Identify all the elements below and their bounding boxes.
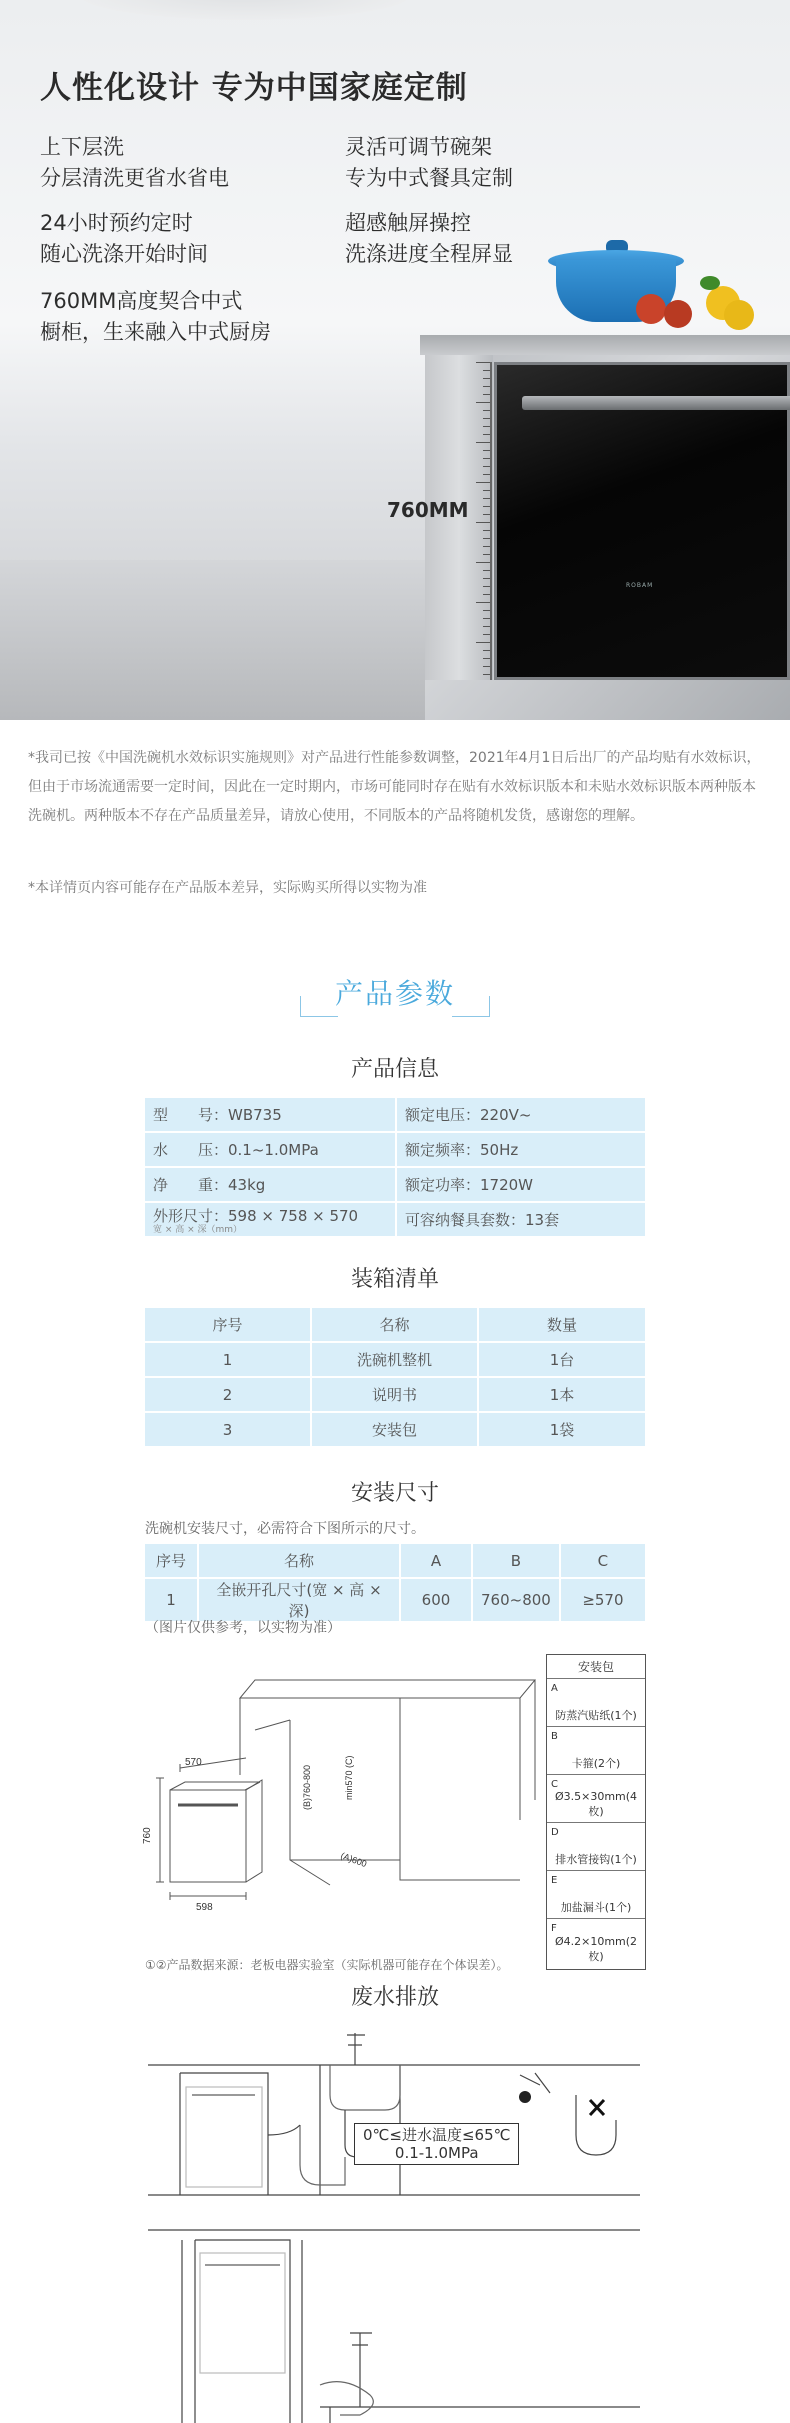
table-cell: 安装包 — [312, 1413, 477, 1446]
table-cell: ≥570 — [561, 1579, 645, 1621]
ruler-tick — [483, 618, 490, 619]
table-row — [145, 1168, 645, 1201]
install-note: （图片仅供参考，以实物为准） — [145, 1620, 341, 1636]
kit-item-letter: B — [551, 1731, 558, 1742]
ruler-tick — [483, 658, 490, 659]
feature-layered-wash — [40, 132, 360, 194]
table-cell: 1本 — [479, 1378, 645, 1411]
ruler-tick — [483, 418, 490, 419]
dimension-value: 外形尺寸：598 × 758 × 570 — [153, 1206, 359, 1225]
ruler-tick — [483, 674, 490, 675]
table-cell: 1台 — [479, 1343, 645, 1376]
table-row — [145, 1203, 645, 1236]
table-row — [145, 1579, 645, 1621]
table-cell — [145, 1203, 395, 1236]
ruler-tick — [483, 426, 490, 427]
drain-spec-box — [354, 2123, 519, 2165]
table-header-row — [145, 1544, 645, 1577]
ruler-tick — [476, 442, 490, 443]
ruler-tick — [476, 402, 490, 403]
feature-line: 随心洗涤开始时间 — [40, 242, 208, 266]
divider — [300, 996, 301, 1016]
install-diagram — [0, 1650, 790, 1980]
ruler-tick — [476, 362, 490, 363]
table-row — [145, 1413, 645, 1446]
table-cell: 3 — [145, 1413, 310, 1446]
feature-adjustable-rack — [345, 132, 665, 194]
table-header-row — [145, 1308, 645, 1341]
kit-item-label: Ø3.5×30mm(4枚) — [554, 1790, 638, 1818]
table-cell: 说明书 — [312, 1378, 477, 1411]
kit-item — [547, 1727, 645, 1775]
ruler-tick — [483, 394, 490, 395]
kit-item-label: 加盐漏斗(1个) — [560, 1901, 632, 1914]
table-header: 序号 — [145, 1308, 310, 1341]
tomato-image — [664, 300, 692, 328]
drain-diagram — [0, 2015, 790, 2423]
ruler-tick — [483, 458, 490, 459]
ruler-tick — [483, 506, 490, 507]
water-temp-spec: 0℃≤进水温度≤65℃ — [363, 2126, 511, 2144]
table-cell: 净 重：43kg — [145, 1168, 395, 1201]
ruler-tick — [483, 474, 490, 475]
kit-item-label: 卡箍(2个) — [571, 1757, 621, 1770]
kit-item — [547, 1679, 645, 1727]
ruler-tick — [483, 626, 490, 627]
packing-list-table — [143, 1306, 647, 1448]
ruler-tick — [483, 650, 490, 651]
kit-item — [547, 1871, 645, 1919]
ruler-tick — [483, 594, 490, 595]
ruler-tick — [483, 490, 490, 491]
table-row — [145, 1133, 645, 1166]
install-footnote: ①②产品数据来源：老板电器实验室（实际机器可能存在个体误差）。 — [145, 1958, 509, 1972]
kit-item-label: Ø4.2×10mm(2枚) — [554, 1935, 638, 1963]
tomato-image — [636, 294, 666, 324]
table-cell: 额定电压：220V~ — [397, 1098, 645, 1131]
ruler-tick — [483, 434, 490, 435]
table-cell: 型 号：WB735 — [145, 1098, 395, 1131]
packing-list-heading: 装箱清单 — [350, 1267, 439, 1292]
feature-line: 橱柜，生来融入中式厨房 — [40, 320, 271, 344]
install-kit-panel — [546, 1654, 646, 1970]
feature-line: 760MM高度契合中式 — [40, 289, 243, 313]
dim-570: 570 — [185, 1757, 202, 1768]
kit-item-letter: F — [551, 1923, 557, 1934]
table-row — [145, 1343, 645, 1376]
section-header — [300, 972, 490, 1020]
ruler-tick — [483, 466, 490, 467]
feature-height — [40, 286, 360, 348]
dim-760: 760 — [142, 1827, 153, 1844]
ruler-tick — [483, 498, 490, 499]
kit-item — [547, 1919, 645, 1967]
kit-item — [547, 1823, 645, 1871]
dimension-note: 宽 × 高 × 深（mm） — [153, 1224, 243, 1235]
table-cell: 1 — [145, 1579, 197, 1621]
kit-item-letter: D — [551, 1827, 559, 1838]
table-cell: 可容纳餐具套数：13套 — [397, 1203, 645, 1236]
ruler-tick — [476, 642, 490, 643]
feature-line: 专为中式餐具定制 — [345, 166, 513, 190]
table-cell: 全嵌开孔尺寸(宽 × 高 × 深) — [199, 1579, 399, 1621]
feature-line: 分层清洗更省水省电 — [40, 166, 229, 190]
table-cell: 洗碗机整机 — [312, 1343, 477, 1376]
ruler-tick — [483, 450, 490, 451]
notice-paragraph: *本详情页内容可能存在产品版本差异，实际购买所得以实物为准 — [28, 880, 427, 896]
table-header: B — [473, 1544, 559, 1577]
height-ruler — [468, 362, 492, 680]
ruler-tick — [483, 538, 490, 539]
table-header: 数量 — [479, 1308, 645, 1341]
feature-line: 洗涤进度全程屏显 — [345, 242, 513, 266]
table-cell: 水 压：0.1~1.0MPa — [145, 1133, 395, 1166]
ruler-tick — [483, 578, 490, 579]
table-header: A — [401, 1544, 471, 1577]
feature-line: 灵活可调节碗架 — [345, 135, 492, 159]
ruler-tick — [476, 602, 490, 603]
ruler-tick — [483, 530, 490, 531]
table-cell: 1袋 — [479, 1413, 645, 1446]
divider — [489, 996, 490, 1016]
table-row — [145, 1378, 645, 1411]
feature-timer — [40, 208, 360, 270]
install-kit-title: 安装包 — [547, 1655, 645, 1679]
table-cell: 1 — [145, 1343, 310, 1376]
hero-title: 人性化设计 专为中国家庭定制 — [40, 70, 468, 106]
ruler-tick — [476, 562, 490, 563]
ruler-tick — [483, 546, 490, 547]
dim-c: min570 (C) — [344, 1755, 354, 1800]
table-row — [145, 1098, 645, 1131]
dim-598: 598 — [196, 1902, 213, 1913]
ruler-tick — [483, 378, 490, 379]
ruler-tick — [476, 482, 490, 483]
table-header: 名称 — [312, 1308, 477, 1341]
table-cell: 额定功率：1720W — [397, 1168, 645, 1201]
top-decoration — [80, 0, 410, 20]
table-cell: 600 — [401, 1579, 471, 1621]
dishwasher-handle — [522, 396, 790, 410]
ruler-tick — [483, 514, 490, 515]
feature-line: 24小时预约定时 — [40, 211, 193, 235]
section-title: 产品参数 — [334, 977, 455, 1010]
ruler-tick — [483, 666, 490, 667]
table-cell: 额定频率：50Hz — [397, 1133, 645, 1166]
kit-item — [547, 1775, 645, 1823]
feature-line: 上下层洗 — [40, 135, 124, 159]
product-info-heading: 产品信息 — [350, 1057, 439, 1082]
dim-a: (A)600 — [339, 1850, 369, 1870]
notice-paragraph: *我司已按《中国洗碗机水效标识实施规则》对产品进行性能参数调整，2021年4月1日后出厂的产品均贴有水效标识，但由于市场流通需要一定时间，因此在一定时期内，市场可能同时存在贴有水效标识版本和未贴水效标识版本两种版本洗碗机。两种版本不存在产品质量差异，请放心使用，不同版本的产品将随机发货，感谢您的理解。 — [28, 750, 761, 824]
ruler-tick — [483, 554, 490, 555]
ruler-tick — [483, 370, 490, 371]
kit-item-letter: C — [551, 1779, 558, 1790]
divider — [452, 1016, 490, 1017]
lemon-image — [724, 300, 754, 330]
ruler-tick — [483, 610, 490, 611]
brand-logo: ROBAM — [626, 582, 654, 589]
install-heading: 安装尺寸 — [350, 1481, 439, 1506]
counter-top — [420, 335, 790, 355]
install-size-table — [143, 1542, 647, 1623]
ruler-tick — [483, 634, 490, 635]
product-info-table — [143, 1096, 647, 1238]
table-header: C — [561, 1544, 645, 1577]
ruler-tick — [483, 586, 490, 587]
ruler-tick — [483, 570, 490, 571]
table-cell: 2 — [145, 1378, 310, 1411]
ruler-tick — [476, 522, 490, 523]
drain-heading: 废水排放 — [350, 1985, 439, 2010]
install-intro: 洗碗机安装尺寸，必需符合下图所示的尺寸。 — [145, 1521, 425, 1537]
kit-item-label: 防蒸汽贴纸(1个) — [555, 1709, 637, 1722]
leaf-image — [700, 276, 720, 290]
ruler-tick — [483, 386, 490, 387]
dim-b: (B)760-800 — [302, 1764, 312, 1810]
kit-item-label: 排水管接钩(1个) — [555, 1853, 637, 1866]
ruler-tick — [483, 410, 490, 411]
table-header: 名称 — [199, 1544, 399, 1577]
height-label: 760MM — [387, 498, 469, 522]
kit-item-letter: A — [551, 1683, 558, 1694]
table-cell: 760~800 — [473, 1579, 559, 1621]
kit-item-letter: E — [551, 1875, 558, 1886]
water-pressure-spec: 0.1-1.0MPa — [394, 2144, 479, 2162]
divider — [300, 1016, 338, 1017]
feature-line: 超感触屏操控 — [345, 211, 471, 235]
table-header: 序号 — [145, 1544, 197, 1577]
